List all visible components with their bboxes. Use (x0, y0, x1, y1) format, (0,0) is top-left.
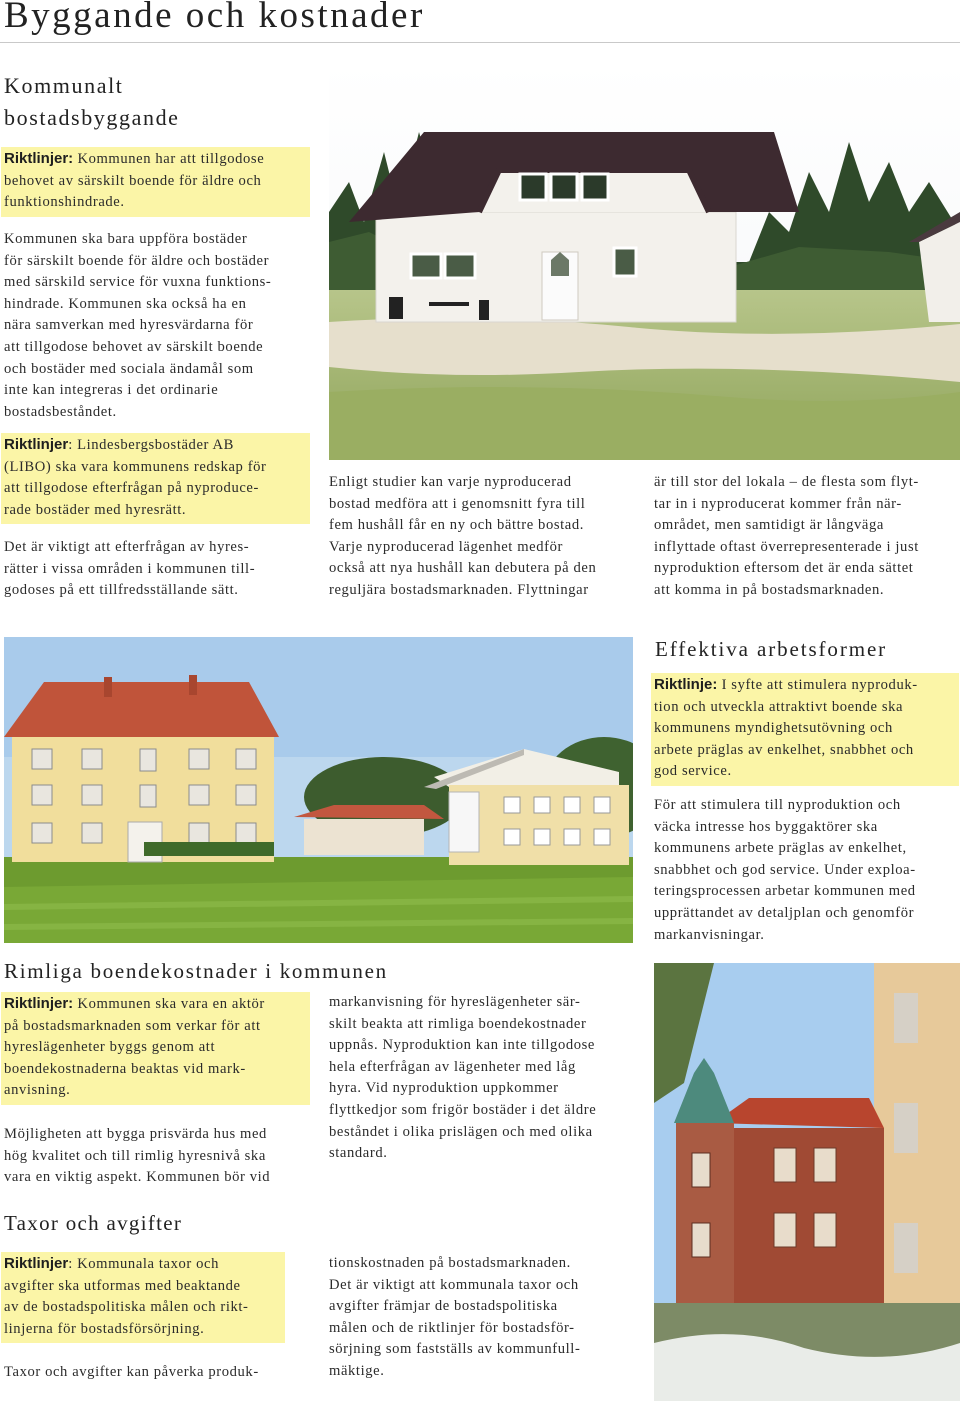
text-line: teringsprocessen arbetar kommunen med (654, 883, 916, 900)
guideline-text: Kommunen ska vara en aktör (73, 996, 265, 1012)
text-line: bostadsbeståndet. (4, 403, 117, 420)
text-line: Taxor och avgifter kan påverka produk- (4, 1364, 259, 1380)
text-line: godoses på ett tillfredsställande sätt. (4, 582, 239, 599)
guideline-text: Kommunen har att tillgodose (77, 151, 265, 167)
photo-manor-tower (654, 963, 960, 1401)
text-line: bostad medföra att i genomsnitt fyra till (329, 495, 586, 512)
text-line: uppnås. Nyproduktion kan inte tillgodose (329, 1037, 595, 1054)
text-line: avgifter främjar de bostadspolitiska (329, 1298, 558, 1315)
text-line: Möjligheten att bygga prisvärda hus med (4, 1126, 267, 1142)
text-line: att tillgodose behovet av särskilt boende (4, 338, 264, 355)
heading-line: Kommunalt (4, 73, 124, 98)
text-line: väcka intresse hos byggaktörer ska (654, 818, 878, 835)
guideline-text: (LIBO) ska vara kommunens redskap för (4, 458, 267, 475)
text-line: inflyttade oftast överrepresenterade i just (654, 538, 919, 555)
guideline-box (1, 147, 310, 217)
text-line: kommunens arbete präglas av enkelhet, (654, 840, 907, 857)
text-line: hindrade. Kommunen ska också ha en (4, 295, 247, 312)
guideline-text: boendekostnaderna beaktas vid mark- (4, 1060, 246, 1077)
text-line: hela efterfrågan av lägenheter med låg (329, 1058, 576, 1075)
body-paragraph (4, 1124, 304, 1189)
guideline-text: tion och utveckla attraktivt boende ska (654, 698, 904, 715)
text-line: är till stor del lokala – de flesta som flyt- (654, 474, 919, 490)
guideline-label: Riktlinje: (654, 676, 718, 693)
guideline-box (1, 992, 310, 1105)
guideline-label: Riktlinjer: (4, 150, 74, 167)
text-line: tionskostnaden på bostadsmarknaden. (329, 1255, 571, 1271)
text-line: upprättandet av detaljplan och genomför (654, 904, 915, 921)
text-line: skilt beakta att rimliga boendekostnader (329, 1015, 587, 1032)
body-paragraph (329, 992, 639, 1165)
title-divider (0, 42, 960, 43)
text-line: Kommunen ska bara uppföra bostäder (4, 231, 248, 247)
photo-apartment-buildings (4, 637, 633, 943)
text-line: snabbhet och god service. Under exploa- (654, 861, 916, 878)
guideline-label: Riktlinjer (4, 1255, 69, 1272)
body-paragraph (654, 472, 958, 602)
guideline-text: funktionshindrade. (4, 194, 125, 211)
text-line: med särskild service för vuxna funktions- (4, 274, 272, 291)
guideline-box (1, 1252, 285, 1343)
guideline-text: hyreslägenheter byggs genom att (4, 1039, 216, 1056)
text-line: standard. (329, 1145, 388, 1162)
text-line: markanvisning för hyreslägenheter sär- (329, 994, 581, 1010)
body-paragraph (329, 472, 639, 602)
section-heading-rimliga: Rimliga boendekostnader i kommunen (4, 959, 388, 983)
body-paragraph (4, 537, 304, 602)
text-line: att komma in på bostadsmarknaden. (654, 581, 885, 598)
text-line: hög kvalitet och till rimlig hyresnivå ska (4, 1147, 266, 1164)
guideline-box (1, 433, 310, 524)
page-title: Byggande och kostnader (4, 0, 425, 36)
body-paragraph (654, 795, 958, 946)
body-paragraph (329, 1253, 639, 1383)
text-line: För att stimulera till nyproduktion och (654, 797, 901, 813)
text-line: och bostäder med sociala ändamål som (4, 360, 254, 377)
text-line: Enligt studier kan varje nyproducerad (329, 474, 572, 490)
guideline-text: I syfte att stimulera nyproduk- (717, 677, 918, 693)
heading-line: bostadsbyggande (4, 105, 180, 130)
text-line: inte kan integreras i det ordinarie (4, 382, 219, 399)
guideline-text: avgifter ska utformas med beaktande (4, 1277, 241, 1294)
guideline-label: Riktlinjer (4, 436, 69, 453)
guideline-text: god service. (654, 763, 732, 780)
text-line: målen och de riktlinjer för bostadsför- (329, 1319, 575, 1336)
text-line: hyra. Vid nyproduktion uppkommer (329, 1080, 559, 1097)
text-line: området, men samtidigt är långväga (654, 517, 884, 534)
guideline-text: rade bostäder med hyresrätt. (4, 501, 187, 518)
text-line: markanvisningar. (654, 926, 765, 943)
text-line: reguljära bostadsmarknaden. Flyttningar (329, 581, 589, 598)
body-paragraph (4, 229, 304, 423)
text-line: mäktige. (329, 1362, 385, 1379)
guideline-text: : Lindesbergsbostäder AB (68, 437, 234, 453)
guideline-text: kommunens myndighetsutövning och (654, 720, 893, 737)
text-line: tar in i nyproducerat kommer från när- (654, 495, 902, 512)
body-paragraph (4, 1362, 304, 1384)
text-line: nära samverkan med hyresvärdarna för (4, 317, 254, 334)
text-line: fem hushåll får en ny och bättre bostad. (329, 517, 584, 534)
guideline-text: av de bostadspolitiska målen och rikt- (4, 1299, 249, 1316)
guideline-box (651, 673, 959, 786)
text-line: nyproduktion eftersom det är enda sättet (654, 560, 914, 577)
text-line: också att nya hushåll kan debutera på den (329, 560, 597, 577)
text-line: Det är viktigt att efterfrågan av hyres- (4, 539, 250, 555)
text-line: flyttkedjor som frigör bostäder i det äldre (329, 1101, 597, 1118)
section-heading-effektiva: Effektiva arbetsformer (655, 637, 888, 661)
text-line: beståndet i olika prislägen och med olika (329, 1123, 593, 1140)
photo-white-house (329, 62, 960, 460)
guideline-text: på bostadsmarknaden som verkar för att (4, 1017, 261, 1034)
section-heading-kommunalt (4, 70, 180, 134)
guideline-label: Riktlinjer: (4, 995, 74, 1012)
text-line: vara en viktig aspekt. Kommunen bör vid (4, 1169, 271, 1186)
text-line: Det är viktigt att kommunala taxor och (329, 1276, 579, 1293)
guideline-text: : Kommunala taxor och (68, 1256, 219, 1272)
text-line: sörjning som fastställs av kommunfull- (329, 1341, 581, 1358)
guideline-text: behovet av särskilt boende för äldre och (4, 172, 262, 189)
text-line: Varje nyproducerad lägenhet medför (329, 538, 563, 555)
guideline-text: linjerna för bostadsförsörjning. (4, 1320, 205, 1337)
text-line: för särskilt boende för äldre och bostäder (4, 252, 270, 269)
guideline-text: att tillgodose efterfrågan på nyproduce- (4, 480, 259, 497)
guideline-text: anvisning. (4, 1082, 71, 1099)
guideline-text: arbete präglas av enkelhet, snabbhet och (654, 741, 914, 758)
section-heading-taxor: Taxor och avgifter (4, 1211, 183, 1235)
text-line: rätter i vissa områden i kommunen till- (4, 560, 256, 577)
